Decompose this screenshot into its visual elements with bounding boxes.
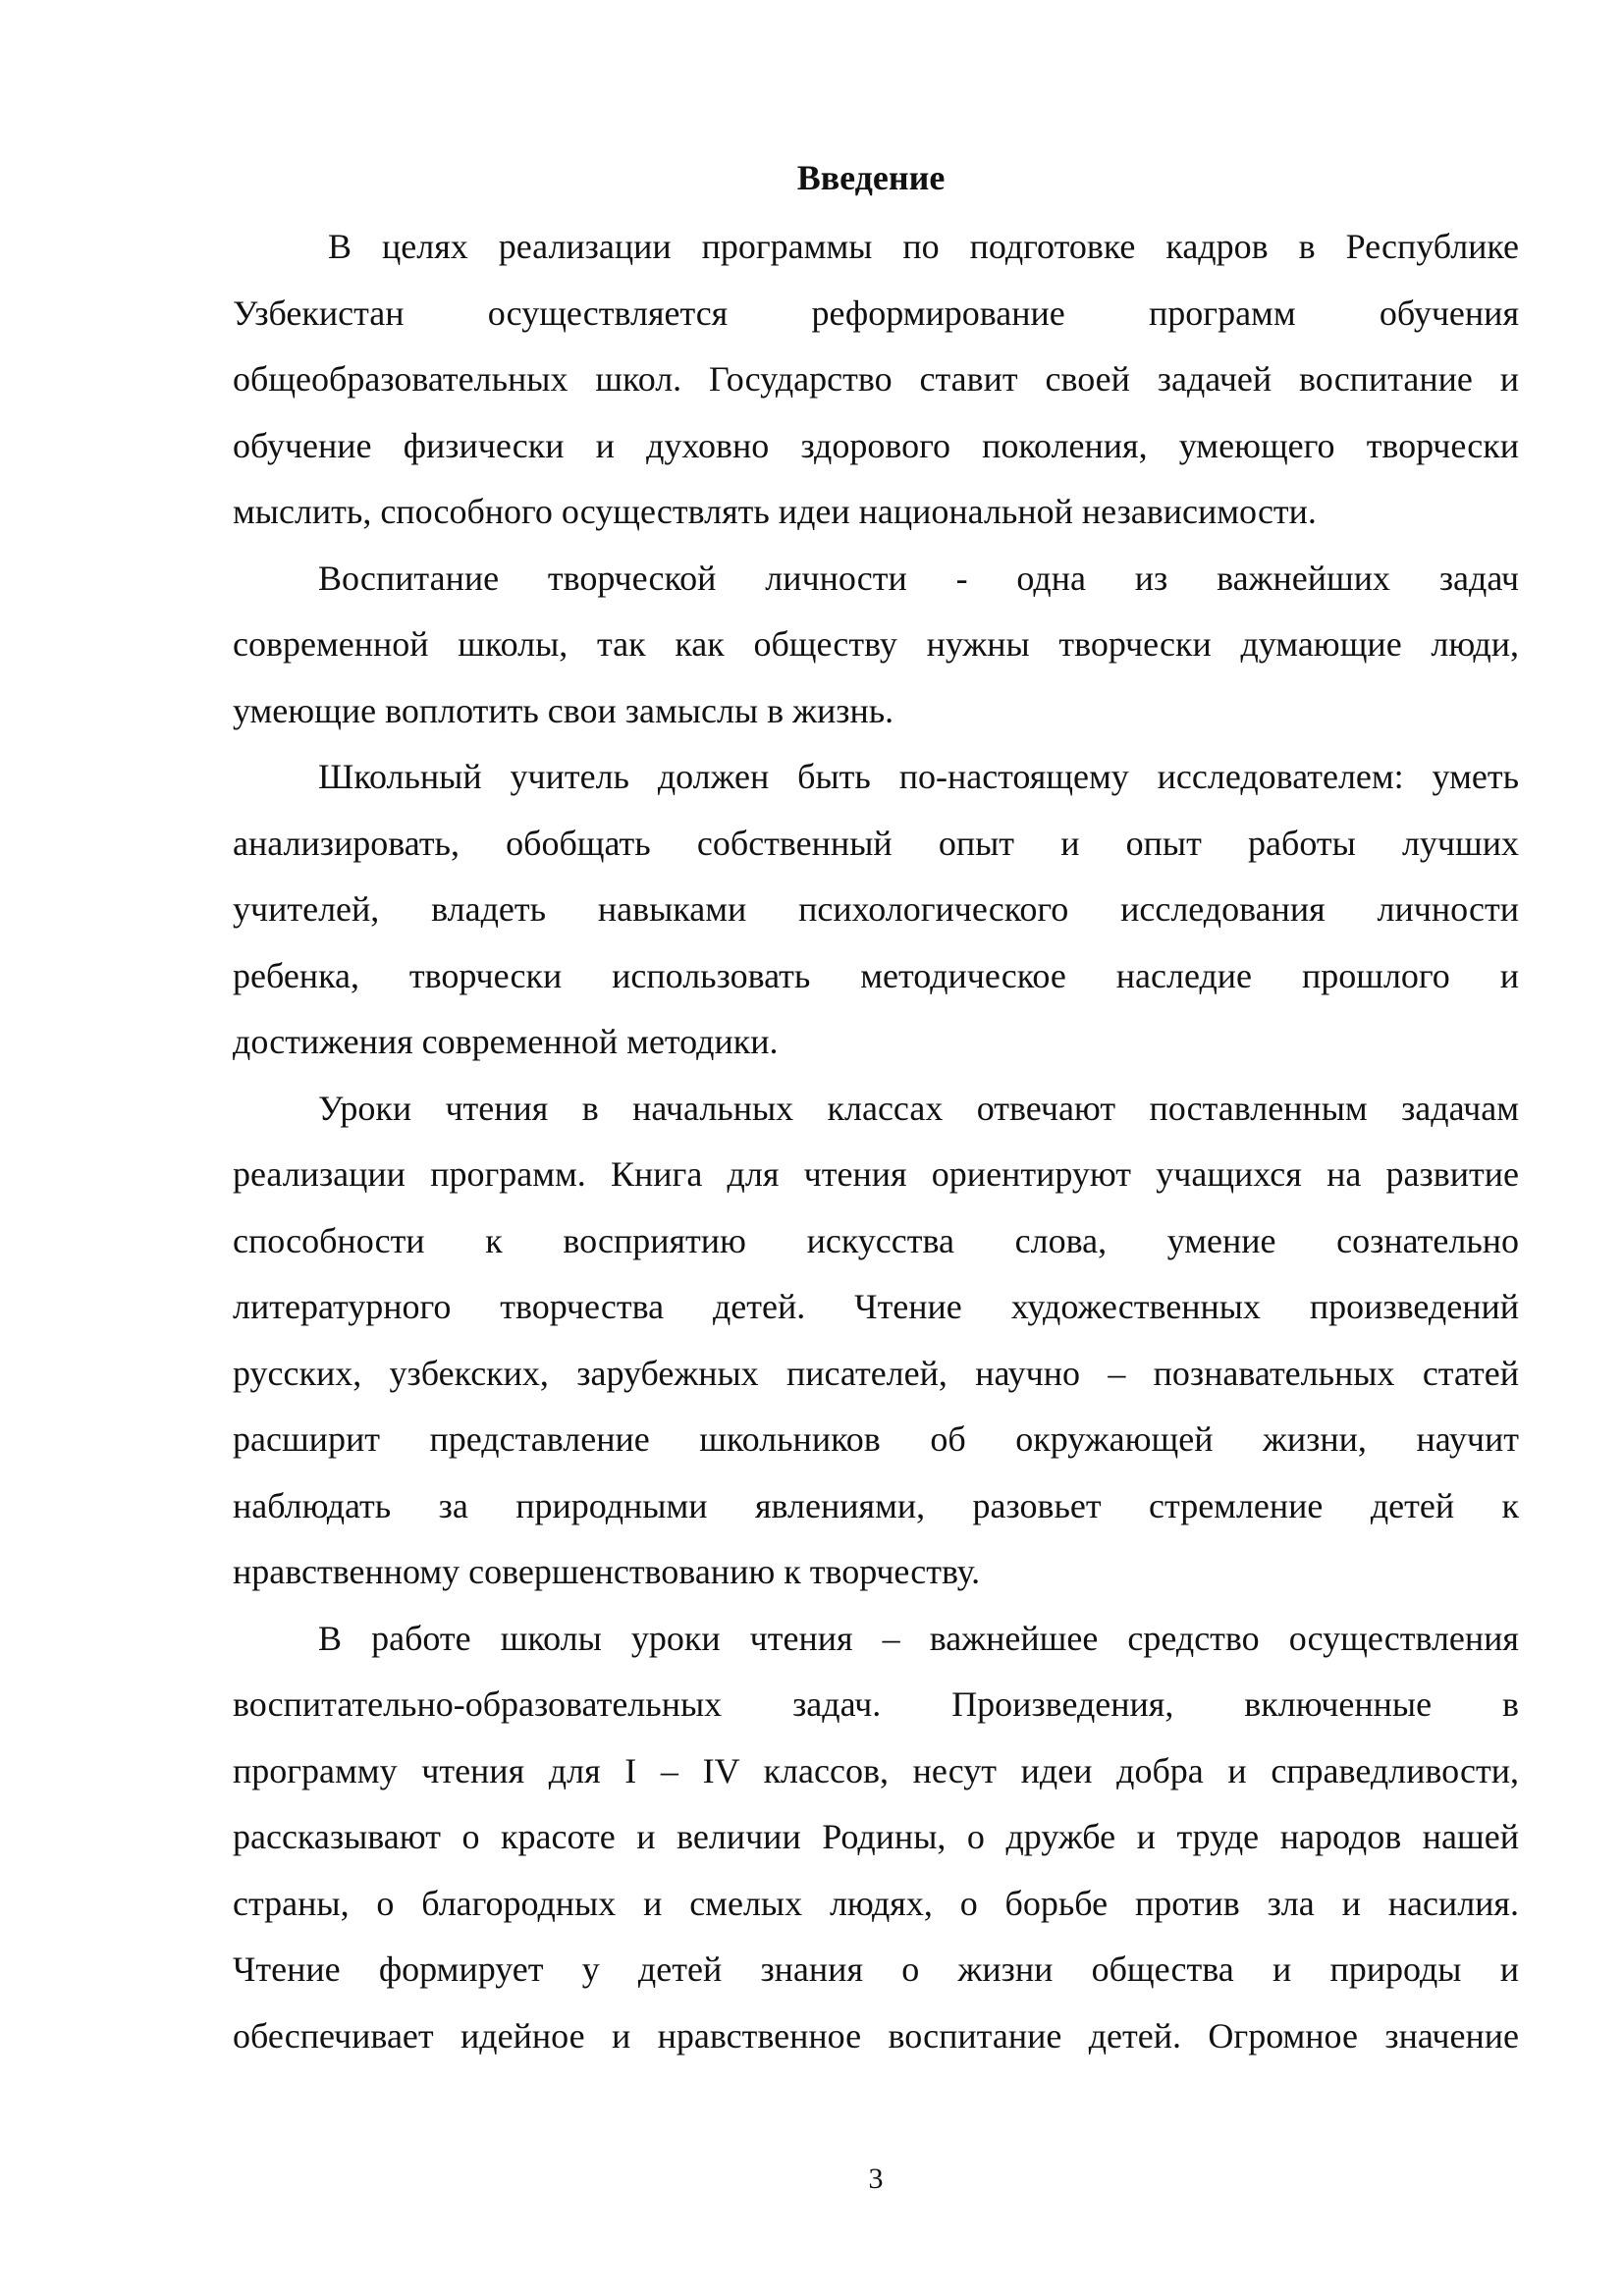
text-line: анализировать, обобщать собственный опыт и опыт работы лучших — [233, 823, 1519, 863]
text-line: русских, узбекских, зарубежных писателей, научно – познавательных статей — [233, 1353, 1519, 1393]
page-title: Введение — [796, 158, 946, 197]
paragraph — [233, 546, 1519, 745]
text-line: учителей, владеть навыками психологического исследования личности — [233, 889, 1519, 929]
text-line: общеобразовательных школ. Государство ставит своей задачей воспитание и — [233, 359, 1519, 399]
text-line: ребенка, творчески использовать методическое наследие прошлого и — [233, 955, 1519, 995]
text-line: программу чтения для I – IV классов, несут идеи добра и справедливости, — [233, 1750, 1519, 1790]
paragraph — [233, 1606, 1519, 2070]
text-line: обеспечивает идейное и нравственное воспитание детей. Огромное значение — [233, 2015, 1519, 2056]
text-line: Воспитание творческой личности - одна из важнейших задач — [318, 558, 1519, 598]
text-line: Уроки чтения в начальных классах отвечают поставленным задачам — [318, 1088, 1519, 1128]
text-line: воспитательно-образовательных задач. Произведения, включенные в — [233, 1684, 1519, 1724]
paragraph — [233, 214, 1519, 546]
text-line: нравственному совершенствованию к творчеству. — [233, 1552, 981, 1591]
text-line: обучение физически и духовно здорового поколения, умеющего творчески — [233, 425, 1519, 465]
text-line: страны, о благородных и смелых людях, о борьбе против зла и насилия. — [233, 1883, 1519, 1923]
paragraph — [233, 744, 1519, 1076]
text-line: Школьный учитель должен быть по-настоящему исследователем: уметь — [318, 757, 1519, 796]
paragraph — [233, 1076, 1519, 1606]
text-line: реализации программ. Книга для чтения ориентируют учащихся на развитие — [233, 1154, 1519, 1194]
text-line: расширит представление школьников об окружающей жизни, научит — [233, 1419, 1519, 1459]
page-number: 3 — [868, 2163, 884, 2195]
document-body — [233, 214, 1519, 2069]
text-line: В целях реализации программы по подготовке кадров в Республике — [328, 227, 1519, 266]
text-line: мыслить, способного осуществлять идеи национальной независимости. — [233, 492, 1317, 531]
text-line: наблюдать за природными явлениями, разовьет стремление детей к — [233, 1485, 1519, 1525]
text-line: умеющие воплотить свои замыслы в жизнь. — [233, 690, 894, 730]
text-line: литературного творчества детей. Чтение художественных произведений — [233, 1287, 1519, 1326]
text-line: способности к восприятию искусства слова, умение сознательно — [233, 1220, 1519, 1260]
text-line: Узбекистан осуществляется реформирование программ обучения — [233, 293, 1519, 333]
text-line: Чтение формирует у детей знания о жизни общества и природы и — [233, 1949, 1519, 1989]
text-line: достижения современной методики. — [233, 1022, 779, 1061]
text-line: рассказывают о красоте и величии Родины, о дружбе и труде народов нашей — [233, 1817, 1519, 1856]
text-line: современной школы, так как обществу нужны творчески думающие люди, — [233, 624, 1519, 664]
text-line: В работе школы уроки чтения – важнейшее средство осуществления — [318, 1618, 1519, 1658]
